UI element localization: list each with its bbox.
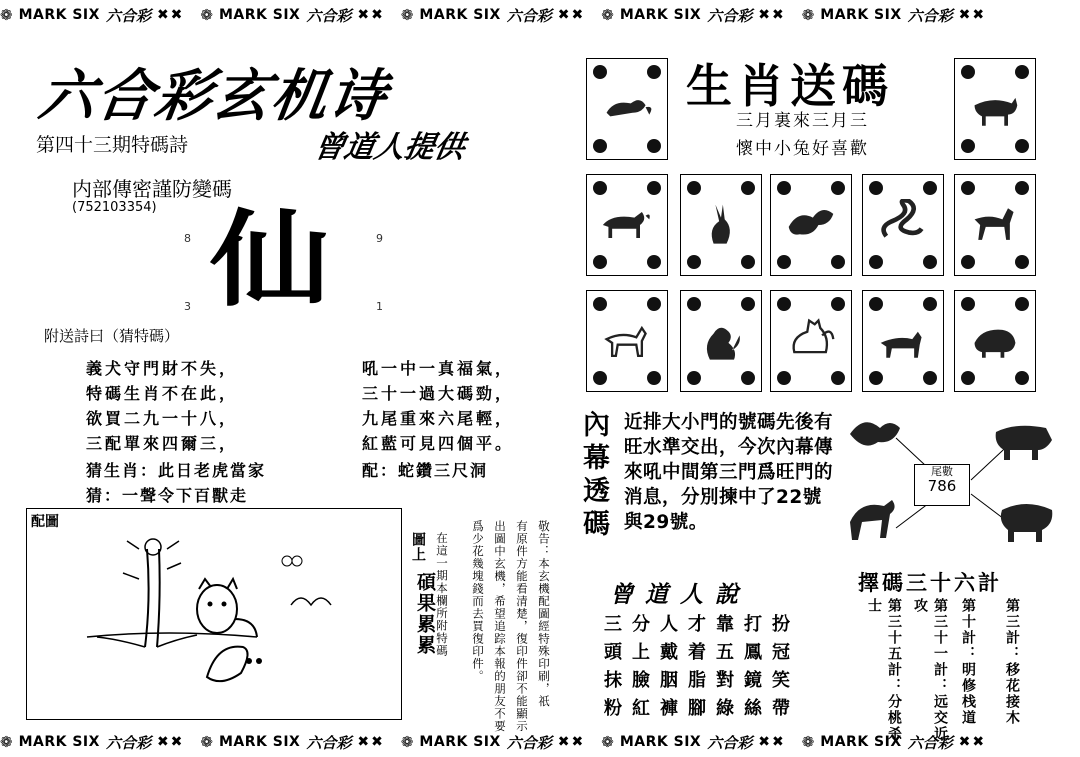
- corner-number-bl: 3: [184, 300, 191, 313]
- banner-unit: [401, 5, 585, 26]
- zeng-verse-line: 粉紅褲腳綠絲帶: [604, 698, 800, 719]
- banner-logo: 六合彩: [907, 733, 953, 752]
- corner-number-tl: 8: [184, 232, 191, 245]
- banner-logo: 六合彩: [707, 6, 753, 25]
- card-corner-dot: [831, 181, 845, 195]
- tail-value: 786: [927, 477, 957, 495]
- notice-column: 有原件方能看清楚，復印件卻不能顯示: [515, 520, 529, 733]
- card-corner-dot: [741, 181, 755, 195]
- provider-label: 曾道人提供: [311, 130, 468, 165]
- dog-icon: [877, 315, 929, 367]
- card-corner-dot: [1015, 371, 1029, 385]
- banner-mark-six: MARK SIX: [18, 734, 100, 750]
- card-corner-dot: [593, 255, 607, 269]
- figure-label: 配圖: [31, 514, 59, 530]
- zeng-verse-line: 頭上戴着五鳳冠: [604, 642, 800, 663]
- banner-mark-six: MARK SIX: [18, 7, 100, 23]
- card-corner-dot: [593, 65, 607, 79]
- card-corner-dot: [593, 139, 607, 153]
- fruit-words: 碩果累累: [414, 572, 436, 656]
- banner-logo: 六合彩: [907, 6, 953, 25]
- flower-icon: ❁: [400, 6, 414, 24]
- monkey-icon: [695, 315, 747, 367]
- strategy-column: 第三十一計：远交近攻: [912, 598, 948, 742]
- notice-column: 爲少花幾塊錢而去買復印件。: [471, 520, 485, 683]
- banner-unit: [802, 5, 986, 26]
- card-corner-dot: [923, 255, 937, 269]
- card-corner-dot: [687, 371, 701, 385]
- card-corner-dot: [1015, 181, 1029, 195]
- flower-icon: ❁: [601, 733, 614, 751]
- figure-drawing: [27, 509, 401, 719]
- card-corner-dot: [777, 255, 791, 269]
- goat-icon: [601, 315, 653, 367]
- banner-mark-six: MARK SIX: [820, 734, 902, 750]
- flower-icon: ❁: [200, 6, 213, 24]
- card-corner-dot: [869, 297, 883, 311]
- banner-logo: 六合彩: [506, 733, 552, 752]
- cross-icon: ✖✖: [357, 734, 385, 750]
- banner-mark-six: MARK SIX: [419, 734, 501, 750]
- strategy-column: 第三十五計：分桃杀士: [866, 598, 902, 742]
- card-corner-dot: [961, 371, 975, 385]
- zodiac-verse-line: 懷中小兔好喜歡: [736, 139, 869, 159]
- card-corner-dot: [831, 371, 845, 385]
- card-corner-dot: [777, 371, 791, 385]
- card-corner-dot: [961, 255, 975, 269]
- card-corner-dot: [1015, 65, 1029, 79]
- poem-right-line: 九尾重來六尾輕，: [362, 409, 515, 428]
- flower-icon: ❁: [0, 6, 13, 24]
- guess-zodiac: 猜生肖：此日老虎當家: [86, 461, 267, 480]
- banner-logo: 六合彩: [105, 6, 151, 25]
- inner-scoop-text: 近排大小門的號碼先後有旺水準交出，今次內幕傳來吼中間第三門爲旺門的消息，分別揀中了22號與29號。: [624, 412, 834, 533]
- pair-hint: 配：蛇鑽三尺洞: [362, 461, 489, 480]
- banner-mark-six: MARK SIX: [619, 7, 702, 23]
- attach-heading: 附送詩曰（猜特碼）: [44, 327, 180, 345]
- card-corner-dot: [647, 65, 661, 79]
- card-corner-dot: [961, 181, 975, 195]
- banner-unit: [601, 732, 785, 753]
- cross-icon: ✖✖: [156, 7, 185, 23]
- corner-number-tr: 9: [376, 232, 383, 245]
- secret-heading: 内部傳密謹防變碼: [72, 177, 232, 201]
- page-title: 六合彩玄机诗: [34, 64, 392, 129]
- figure-note-heading: 圖上: [410, 532, 426, 562]
- card-corner-dot: [741, 297, 755, 311]
- card-corner-dot: [1015, 297, 1029, 311]
- poem-left-line: 義犬守門財不失，: [86, 359, 239, 378]
- card-corner-dot: [869, 255, 883, 269]
- rat-icon: [601, 83, 653, 135]
- zodiac-card: [862, 290, 944, 392]
- figure-note: 在這一期本欄所附特碼: [435, 532, 449, 657]
- card-corner-dot: [647, 297, 661, 311]
- zodiac-card: [680, 174, 762, 276]
- flower-icon: ❁: [400, 733, 414, 751]
- big-hint-character: 仙: [210, 199, 330, 321]
- card-corner-dot: [923, 297, 937, 311]
- banner-unit: [601, 5, 785, 26]
- card-corner-dot: [741, 255, 755, 269]
- card-corner-dot: [593, 371, 607, 385]
- card-corner-dot: [831, 297, 845, 311]
- corner-number-br: 1: [376, 300, 383, 313]
- poem-right-line: 紅藍可見四個平。: [362, 434, 515, 453]
- banner-unit: [200, 732, 384, 753]
- zodiac-verse-line: 三月裏來三月三: [736, 111, 869, 131]
- cross-icon: ✖✖: [557, 734, 586, 750]
- banner-unit: [200, 5, 384, 26]
- zodiac-card: [954, 290, 1036, 392]
- zodiac-card: [862, 174, 944, 276]
- flower-icon: ❁: [200, 733, 213, 751]
- banner-unit: [401, 732, 585, 753]
- zodiac-section-title: 生肖送碼: [686, 59, 894, 113]
- zeng-verse-line: 抹臉胭脂對鏡笑: [604, 670, 800, 691]
- card-corner-dot: [687, 181, 701, 195]
- flower-icon: ❁: [0, 733, 13, 751]
- card-corner-dot: [869, 181, 883, 195]
- cross-icon: ✖✖: [758, 7, 786, 23]
- dragon-icon: [785, 199, 837, 251]
- inner-scoop-title: 內幕透碼: [578, 410, 609, 542]
- strategy-title: 擇碼三十六計: [858, 571, 1002, 595]
- card-corner-dot: [923, 181, 937, 195]
- zodiac-card: [586, 174, 668, 276]
- top-banner: [0, 0, 1080, 30]
- snake-icon: [877, 199, 929, 251]
- banner-logo: 六合彩: [506, 6, 552, 25]
- notice-column: 敬告：本玄機配圖經特殊印刷，祇: [537, 520, 551, 708]
- cross-icon: ✖✖: [557, 7, 586, 23]
- card-corner-dot: [831, 255, 845, 269]
- poem-right-line: 三十一過大碼勁，: [362, 384, 515, 403]
- cross-icon: ✖✖: [958, 734, 987, 750]
- zodiac-card: [680, 290, 762, 392]
- banner-mark-six: MARK SIX: [820, 7, 902, 23]
- card-corner-dot: [647, 181, 661, 195]
- banner-unit: [0, 5, 184, 26]
- card-corner-dot: [593, 297, 607, 311]
- pig-icon: [969, 315, 1021, 367]
- flower-icon: ❁: [801, 6, 815, 24]
- card-corner-dot: [777, 181, 791, 195]
- banner-mark-six: MARK SIX: [619, 734, 702, 750]
- poem-right-line: 吼一中一真福氣，: [362, 359, 515, 378]
- card-corner-dot: [647, 139, 661, 153]
- cross-icon: ✖✖: [357, 7, 385, 23]
- banner-logo: 六合彩: [707, 733, 753, 752]
- banner-logo: 六合彩: [105, 733, 151, 752]
- horse-icon: [969, 199, 1021, 251]
- strategy-column: 第三計：移花接木: [1004, 598, 1020, 726]
- card-corner-dot: [687, 297, 701, 311]
- flower-icon: ❁: [801, 733, 815, 751]
- banner-mark-six: MARK SIX: [219, 7, 301, 23]
- poem-left-line: 特碼生肖不在此，: [86, 384, 239, 403]
- phone-number: (752103354): [72, 200, 157, 215]
- rooster-icon: [785, 315, 837, 367]
- card-corner-dot: [961, 297, 975, 311]
- card-corner-dot: [777, 297, 791, 311]
- banner-logo: 六合彩: [306, 733, 352, 752]
- banner-logo: 六合彩: [306, 6, 352, 25]
- card-corner-dot: [1015, 255, 1029, 269]
- banner-mark-six: MARK SIX: [419, 7, 501, 23]
- card-corner-dot: [961, 139, 975, 153]
- zodiac-card: [770, 174, 852, 276]
- zodiac-card: [586, 58, 668, 160]
- zodiac-card: [770, 290, 852, 392]
- guess-line: 猜：一聲令下百獸走: [86, 486, 249, 505]
- zeng-says-title: 曾道人說: [610, 582, 750, 608]
- strategy-column: 第十計：明修栈道: [960, 598, 976, 726]
- banner-mark-six: MARK SIX: [219, 734, 301, 750]
- banner-unit: [0, 732, 184, 753]
- card-corner-dot: [647, 371, 661, 385]
- ox-icon: [969, 83, 1021, 135]
- cross-icon: ✖✖: [758, 734, 786, 750]
- tiger-icon: [601, 199, 653, 251]
- card-corner-dot: [593, 181, 607, 195]
- poem-left-line: 三配單來四爾三，: [86, 434, 239, 453]
- zodiac-card: [954, 58, 1036, 160]
- tail-number-box: [914, 464, 970, 506]
- card-corner-dot: [647, 255, 661, 269]
- issue-heading: 第四十三期特碼詩: [36, 134, 189, 156]
- poem-left-line: 欲買二九一十八，: [86, 409, 239, 428]
- card-corner-dot: [687, 255, 701, 269]
- figure-box: [26, 508, 402, 720]
- zeng-verse-line: 三分人才靠打扮: [604, 614, 800, 635]
- card-corner-dot: [961, 65, 975, 79]
- flower-icon: ❁: [601, 6, 614, 24]
- card-corner-dot: [869, 371, 883, 385]
- rabbit-icon: [695, 199, 747, 251]
- tail-label: 尾數: [931, 465, 953, 478]
- card-corner-dot: [923, 371, 937, 385]
- notice-column: 出圖中玄機，希望追踪本報的朋友不要: [493, 520, 507, 733]
- cross-icon: ✖✖: [958, 7, 987, 23]
- card-corner-dot: [1015, 139, 1029, 153]
- card-corner-dot: [741, 371, 755, 385]
- zodiac-card: [954, 174, 1036, 276]
- cross-icon: ✖✖: [156, 734, 185, 750]
- zodiac-card: [586, 290, 668, 392]
